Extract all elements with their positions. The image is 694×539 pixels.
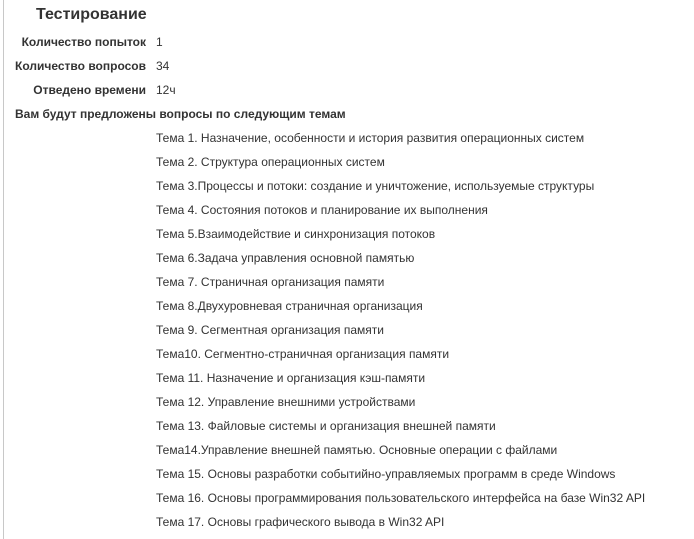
topic-item: Тема 1. Назначение, особенности и история развития операционных систем [156, 131, 585, 145]
topic-item: Тема 16. Основы программирования пользовательского интерфейса на базе Win32 API [156, 491, 646, 505]
topic-item: Тема 7. Страничная организация памяти [156, 275, 385, 289]
topic-item: Тема 4. Состояния потоков и планирование их выполнения [156, 203, 488, 217]
topic-item: Тема 3.Процессы и потоки: создание и уничтожение, используемые структуры [156, 179, 595, 193]
topic-item: Тема 6.Задача управления основной памятью [156, 251, 415, 265]
topic-item: Тема 9. Сегментная организация памяти [156, 323, 384, 337]
topic-item: Тема 11. Назначение и организация кэш-памяти [156, 371, 426, 385]
topic-item: Тема 15. Основы разработки событийно-управляемых программ в среде Windows [156, 467, 616, 481]
topic-item: Тема 12. Управление внешними устройствами [156, 395, 416, 409]
topic-item: Тема 17. Основы графического вывода в Win32 API [156, 515, 445, 529]
topic-item: Тема 13. Файловые системы и организация внешней памяти [156, 419, 496, 433]
questions-label: Количество вопросов [15, 59, 146, 73]
page-title: Тестирование [36, 6, 147, 23]
attempts-value: 1 [156, 35, 163, 49]
attempts-label: Количество попыток [21, 35, 146, 49]
topic-item: Тема 2. Структура операционных систем [156, 155, 385, 169]
questions-value: 34 [156, 59, 170, 73]
time-value: 12ч [156, 83, 176, 97]
topic-item: Тема 5.Взаимодействие и синхронизация потоков [156, 227, 436, 241]
topic-item: Тема14.Управление внешней памятью. Основные операции с файлами [156, 443, 558, 457]
topic-item: Тема 8.Двухуровневая страничная организация [156, 299, 423, 313]
left-border [3, 0, 4, 539]
topics-heading: Вам будут предложены вопросы по следующим темам [15, 107, 346, 121]
topic-item: Тема10. Сегментно-страничная организация памяти [156, 347, 450, 361]
time-label: Отведено времени [33, 83, 146, 97]
